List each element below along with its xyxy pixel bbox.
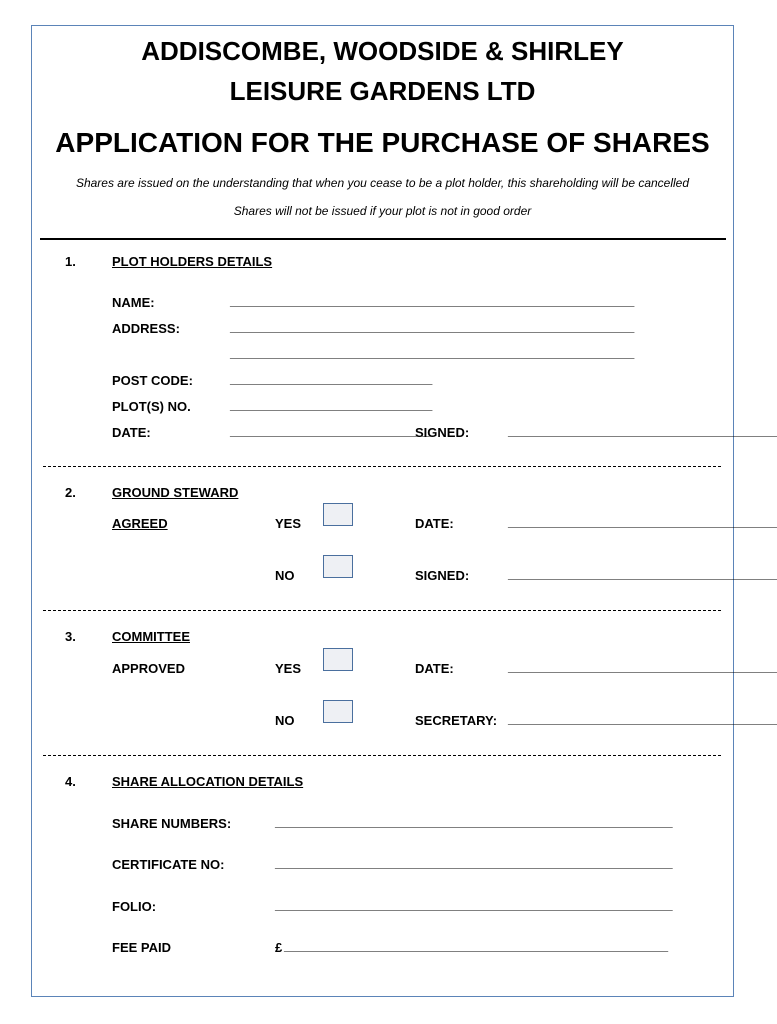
date-label: DATE: xyxy=(112,425,151,440)
org-name-line1: ADDISCOMBE, WOODSIDE & SHIRLEY xyxy=(141,36,624,66)
share-numbers-label: SHARE NUMBERS: xyxy=(112,816,232,831)
signed-field[interactable]: ________________________________________ xyxy=(508,423,777,438)
agreed-yes-label: YES xyxy=(275,516,302,531)
section3-number: 3. xyxy=(65,629,76,644)
steward-date-label: DATE: xyxy=(415,516,454,531)
section-divider xyxy=(43,610,721,611)
steward-date-field[interactable]: ________________________________________ xyxy=(508,514,777,529)
plot-number-label: PLOT(S) NO. xyxy=(112,399,191,414)
agreed-yes-checkbox[interactable] xyxy=(323,503,353,526)
agreed-no-checkbox[interactable] xyxy=(323,555,353,578)
section4-number: 4. xyxy=(65,774,76,789)
secretary-field[interactable]: ________________________________________ xyxy=(508,711,777,726)
agreed-label: AGREED xyxy=(112,516,168,531)
form-title: APPLICATION FOR THE PURCHASE OF SHARES xyxy=(55,127,710,158)
section-divider xyxy=(43,466,721,467)
signed-label: SIGNED: xyxy=(415,425,470,440)
steward-signed-field[interactable]: ________________________________________ xyxy=(508,566,777,581)
note-cancellation: Shares are issued on the understanding that when you cease to be a plot holder, this shareholding will be cancelled xyxy=(75,176,690,190)
folio-label: FOLIO: xyxy=(112,899,157,914)
plot-number-field[interactable]: ______________________________ xyxy=(230,397,432,412)
certificate-field[interactable]: ___________________________________________________________ xyxy=(275,855,673,870)
section2-title: GROUND STEWARD xyxy=(112,485,239,500)
section1-number: 1. xyxy=(65,254,76,269)
approved-label: APPROVED xyxy=(112,661,185,676)
postcode-label: POST CODE: xyxy=(112,373,193,388)
note-good-order: Shares will not be issued if your plot is not in good order xyxy=(233,204,532,218)
form-page xyxy=(31,25,777,997)
committee-date-field[interactable]: ________________________________________ xyxy=(508,659,777,674)
agreed-no-label: NO xyxy=(275,568,295,583)
org-name-line2: LEISURE GARDENS LTD xyxy=(229,76,536,106)
address-field-line2[interactable]: ____________________________________________________________ xyxy=(230,345,634,360)
committee-date-label: DATE: xyxy=(415,661,454,676)
section4-title: SHARE ALLOCATION DETAILS xyxy=(112,774,304,789)
section3-title: COMMITTEE xyxy=(112,629,190,644)
approved-yes-label: YES xyxy=(275,661,302,676)
postcode-field[interactable]: ______________________________ xyxy=(230,371,432,386)
approved-no-checkbox[interactable] xyxy=(323,700,353,723)
fee-paid-label: FEE PAID xyxy=(112,940,171,955)
address-label: ADDRESS: xyxy=(112,321,180,336)
address-field-line1[interactable]: ____________________________________________________________ xyxy=(230,319,634,334)
fee-paid-field[interactable]: _________________________________________________________ xyxy=(284,938,668,953)
share-numbers-field[interactable]: ___________________________________________________________ xyxy=(275,814,673,829)
section1-title: PLOT HOLDERS DETAILS xyxy=(112,254,273,269)
name-field[interactable]: ____________________________________________________________ xyxy=(230,293,634,308)
section2-number: 2. xyxy=(65,485,76,500)
date-field[interactable]: ______________________________ xyxy=(230,423,432,438)
certificate-label: CERTIFICATE NO: xyxy=(112,857,225,872)
secretary-label: SECRETARY: xyxy=(415,713,498,728)
section-divider xyxy=(43,755,721,756)
header-divider xyxy=(40,238,726,240)
steward-signed-label: SIGNED: xyxy=(415,568,470,583)
approved-no-label: NO xyxy=(275,713,295,728)
name-label: NAME: xyxy=(112,295,155,310)
approved-yes-checkbox[interactable] xyxy=(323,648,353,671)
folio-field[interactable]: ___________________________________________________________ xyxy=(275,897,673,912)
currency-symbol: £ xyxy=(275,940,283,955)
